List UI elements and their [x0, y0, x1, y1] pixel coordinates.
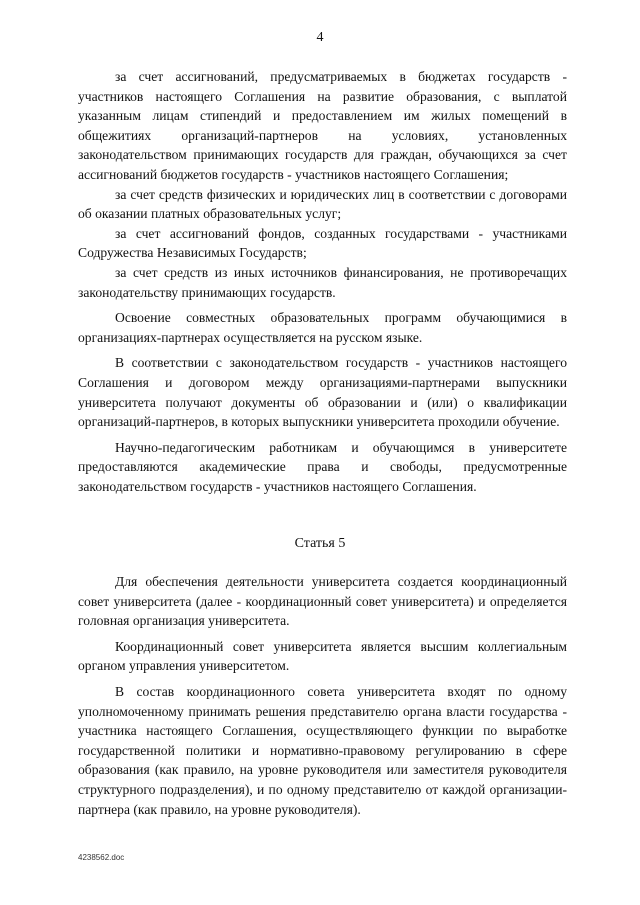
body-text-top [78, 67, 567, 496]
footer-filename: 4238562.doc [78, 853, 125, 862]
paragraph: В состав координационного совета университета входят по одному уполномоченному принимать решения представителю органа власти государства - участника настоящего Соглашения, осуществляющего функции по выработке государственной политики и нормативно-правовому регулированию в сфере образования (как правило, на уровне руководителя или заместителя руководителя структурного подразделения), и по одному представителю от каждой организации-партнера (как правило, на уровне руководителя). [78, 683, 567, 817]
article-heading: Статья 5 [294, 536, 346, 551]
paragraph: за счет средств физических и юридических лиц в соответствии с договорами об оказании платных образовательных услуг; [78, 186, 567, 222]
paragraph: за счет ассигнований, предусматриваемых в бюджетах государств - участников настоящего Соглашения на развитие образования, с выплатой указанным лицам стипендий и предоставлением им жилых помещений в общежитиях организаций-партнеров на условиях, установленных законодательством принимающих государств для граждан, обучающихся за счет ассигнований бюджетов государств - участников настоящего Соглашения; [78, 69, 567, 182]
paragraph: за счет ассигнований фондов, созданных государствами - участниками Содружества Независимых Государств; [78, 225, 567, 261]
page-number: 4 [316, 30, 324, 45]
paragraph: за счет средств из иных источников финансирования, не противоречащих законодательству принимающих государств. [78, 264, 567, 300]
paragraph: Для обеспечения деятельности университета создается координационный совет университета (далее - координационный совет университета) и определяется головная организация университета. [78, 574, 567, 629]
body-text-bottom [78, 572, 567, 819]
paragraph: Координационный совет университета является высшим коллегиальным органом управления университетом. [78, 638, 567, 674]
paragraph: Освоение совместных образовательных программ обучающимися в организациях-партнерах осуществляется на русском языке. [78, 310, 567, 345]
paragraph: Научно-педагогическим работникам и обучающимся в университете предоставляются академические права и свободы, предусмотренные законодательством государств - участников настоящего Соглашения. [78, 439, 567, 494]
paragraph: В соответствии с законодательством государств - участников настоящего Соглашения и договором между организациями-партнерами выпускники университета получают документы об образовании и (или) о квалификации организаций-партнеров, в которых выпускники университета проходили обучение. [78, 355, 567, 430]
